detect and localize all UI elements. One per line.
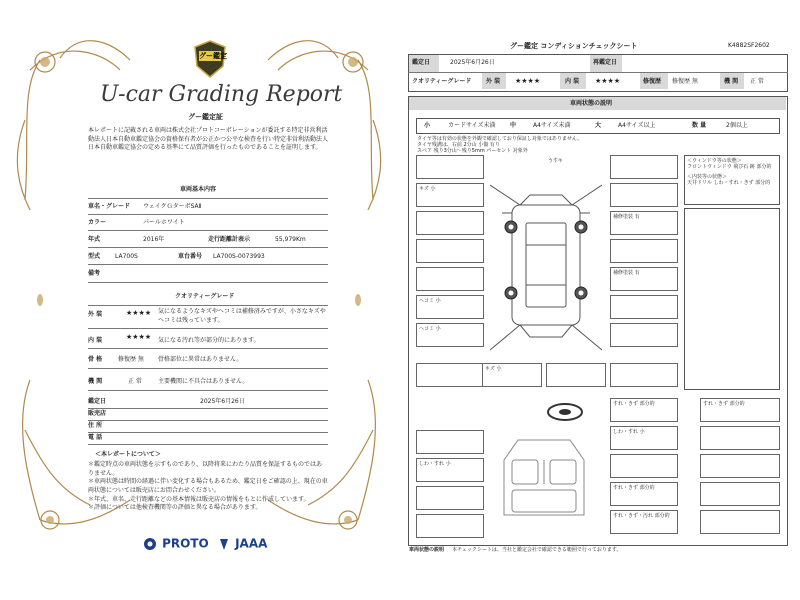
part-box <box>610 239 678 263</box>
sheet-date-label: 鑑定日 <box>412 59 431 66</box>
part-note: ヘコミ 小 <box>419 298 441 304</box>
footer-title: 車両状態の説明 <box>409 547 445 553</box>
window-heading: ＜ウィンドウ等の状態＞ <box>687 158 742 164</box>
model-label: 車名・グレード <box>88 203 131 210</box>
ext-label: 外 装 <box>486 78 501 85</box>
report-title: U-car Grading Report <box>100 82 343 107</box>
notice-item: ＊年式、車名、走行距離などの基本情報は販売店の情報をもとに作成しています。 <box>88 495 310 503</box>
part-box <box>416 486 484 510</box>
color-value: パールホワイト <box>143 219 185 226</box>
jaaa-mark-icon <box>218 537 230 551</box>
notice-item: ＊鑑定時点の車両状態を示すものであり、以降将来にわたり品質を保証するものではありません。 <box>88 461 323 477</box>
mileage-label: 走行距離計表示 <box>208 236 251 243</box>
engine-label: 機 関 <box>88 378 103 385</box>
part-box <box>610 155 678 179</box>
notice-item-text: 年式、車名、走行距離などの基本情報は販売店の情報をもとに作成しています。 <box>94 495 310 503</box>
size-large-label: 大 <box>595 122 602 129</box>
part-note: キズ 小 <box>485 366 502 372</box>
part-box <box>610 323 678 347</box>
interior-stars: ★★★★ <box>126 333 152 341</box>
part-box <box>610 510 678 534</box>
part-box <box>700 510 780 534</box>
int-stars: ★★★★ <box>595 77 621 85</box>
notice-list <box>88 461 328 513</box>
date-label: 鑑定日 <box>88 398 107 405</box>
int-label: 内 装 <box>565 78 580 85</box>
part-box <box>610 363 678 387</box>
part-box <box>610 211 678 235</box>
jaaa-text: JAAA <box>235 536 268 551</box>
part-box <box>700 482 780 506</box>
proto-logo <box>143 533 209 552</box>
size-small-desc: カードサイズ未満 <box>448 122 496 129</box>
part-box <box>610 295 678 319</box>
ext-stars: ★★★★ <box>515 77 541 85</box>
size-mid-label: 中 <box>510 122 517 129</box>
jaaa-logo <box>218 533 267 552</box>
sheet-title: グー鑑定 コンディションチェックシート <box>510 42 638 50</box>
dealer-label: 販売店 <box>88 410 107 417</box>
part-box <box>416 239 484 263</box>
resale-label: 再鑑定日 <box>593 59 618 66</box>
part-note: ヘコミ 小 <box>419 326 441 332</box>
part-box <box>610 454 678 478</box>
type-value: LA700S <box>115 253 138 260</box>
part-box <box>416 363 484 387</box>
model-value: ウェイクＧターボSAⅡ <box>143 203 202 210</box>
part-box <box>416 267 484 291</box>
part-box <box>416 183 484 207</box>
window-note: フロントウィンドウ 飛び石 跡 部分的 <box>687 164 772 171</box>
car-interior-diagram <box>488 430 600 530</box>
interior-heading: ＜内装等の状態＞ <box>687 173 728 180</box>
extra-notes-box <box>684 208 780 390</box>
notice-item: ＊車両状態は時間の経過に伴い変化する場合もあるため、鑑定日をご確認の上、現在の車両状態については販売店にお問合わせください。 <box>88 478 328 495</box>
footer-text: 本チェックシートは、当社と鑑定会社で確認できる範囲で行っております。 <box>452 547 622 553</box>
notes-label: 備考 <box>88 270 101 277</box>
car-top-view-diagram <box>490 165 602 355</box>
badge-text: グー鑑定 <box>199 52 227 60</box>
window-notes-box <box>684 155 780 205</box>
part-box <box>610 267 678 291</box>
front-mark: うすキ <box>548 158 563 164</box>
part-note: 補修塗装 有 <box>613 270 640 276</box>
engine-status: 正 常 <box>128 378 142 385</box>
vehicle-section-title: 車両基本内容 <box>180 186 217 193</box>
part-note: すれ・きず 部分的 <box>613 401 655 407</box>
part-box <box>700 398 780 422</box>
exterior-label: 外 装 <box>88 311 103 318</box>
exterior-stars: ★★★★ <box>126 309 152 317</box>
year-label: 年式 <box>88 236 101 243</box>
repair-value: 修復歴 無 <box>672 78 698 85</box>
interior-note: 天井ドリル しわ・すれ・きず 部分的 <box>687 179 771 186</box>
quality-section-title: クオリティーグレード <box>175 293 235 300</box>
size-large-desc: A4サイズ以上 <box>618 122 656 129</box>
interior-text: 気になる汚れ等が部分的にあります。 <box>158 337 260 344</box>
condition-check-sheet <box>400 0 800 600</box>
address-label: 住 所 <box>88 422 103 429</box>
part-box <box>610 398 678 422</box>
part-note: しわ・すれ 小 <box>613 429 645 435</box>
part-box <box>700 454 780 478</box>
engine-text: 主要機関に不具合はありません。 <box>158 378 249 385</box>
date-value: 2025年6月26日 <box>200 398 245 405</box>
part-box <box>416 514 484 538</box>
size-small-label: 小 <box>424 122 431 129</box>
frame-text: 骨格部位に異常はありません。 <box>158 356 243 363</box>
frame-status: 修復歴 無 <box>118 356 144 363</box>
part-box <box>416 323 484 347</box>
part-note: すれ・きず 部分的 <box>703 401 745 407</box>
part-box <box>610 482 678 506</box>
tire-note-3: スペア 残り3分山～残り5mm パーセント 対象外 <box>417 148 528 154</box>
tire-note-2: タイヤ残溝は、右前 2分山 小傷 有り <box>417 142 500 148</box>
color-label: カラー <box>88 219 107 226</box>
mileage-value: 55,979Km <box>275 236 306 243</box>
part-box <box>416 458 484 482</box>
part-note: キズ 小 <box>419 186 436 192</box>
type-label: 型式 <box>88 253 101 260</box>
steering-wheel-icon <box>545 402 585 422</box>
notice-item-text: 鑑定時点の車両状態を示すものであり、以降将来にわたり品質を保証するものではありません。 <box>88 461 323 477</box>
part-note: すれ・きず 部分的 <box>613 485 655 491</box>
tread-value: 2個以上 <box>726 122 748 129</box>
chassis-label: 車台番号 <box>178 253 203 260</box>
tread-label: 数 量 <box>692 122 707 129</box>
part-box <box>416 430 484 454</box>
intro-text: 本レポートに記載される車両は株式会社プロトコーポレーションが委託する特定非営利活動法人日本自動車鑑定協会の資格保有者が公正かつ公平な検査を行い特定非営利活動法人日本自動車鑑定協会の定める基準にて品質評価を行ったものであることを証明します。 <box>88 127 329 152</box>
part-box <box>416 295 484 319</box>
interior-label: 内 装 <box>88 337 103 344</box>
notice-item: ＊評価については他検査機関等の評価と異なる場合があります。 <box>88 504 262 512</box>
part-note: すれ・きず・汚れ 部分的 <box>613 513 670 519</box>
sheet-date-value: 2025年6月26日 <box>450 59 495 66</box>
phone-label: 電 話 <box>88 434 103 441</box>
notice-title: ＜本レポートについて＞ <box>95 451 161 458</box>
part-box <box>416 155 484 179</box>
part-note: 補修塗装 有 <box>613 214 640 220</box>
notice-item-text: 車両状態は時間の経過に伴い変化する場合もあるため、鑑定日をご確認の上、現在の車両状態については販売店にお問合わせください。 <box>88 478 328 495</box>
report-subtitle: グー鑑定証 <box>188 113 223 121</box>
proto-mark-icon <box>143 537 157 551</box>
part-box <box>416 211 484 235</box>
repair-label: 修復歴 <box>643 78 662 85</box>
part-box <box>610 426 678 450</box>
part-box <box>610 183 678 207</box>
size-mid-desc: A4サイズ未満 <box>533 122 571 129</box>
tire-note-1: タイヤ等は有効の状態を外観で確認しており保証し対象ではありません。 <box>417 136 583 142</box>
quality-grade-label: クオリティーグレード <box>412 78 472 85</box>
part-box <box>546 363 606 387</box>
proto-text: PROTO <box>162 536 209 551</box>
part-box <box>482 363 542 387</box>
part-note: しわ・すれ 小 <box>419 461 451 467</box>
sheet-engine-value: 正 常 <box>750 78 764 85</box>
frame-label: 骨 格 <box>88 356 103 363</box>
goo-badge <box>193 40 227 78</box>
chassis-value: LA700S-0073993 <box>213 253 265 260</box>
notice-item-text: 評価については他検査機関等の評価と異なる場合があります。 <box>94 504 262 512</box>
desc-title: 車両状態の説明 <box>570 100 613 107</box>
exterior-text: 気になるようなキズやヘコミは補修済みですが、小さなキズやヘコミは残っています。 <box>158 308 326 324</box>
grading-certificate <box>0 0 398 600</box>
part-box <box>700 426 780 450</box>
sheet-engine-label: 機 関 <box>724 78 739 85</box>
sheet-code: K4882SF2602 <box>728 42 770 49</box>
notice-title-text: 本レポートについて <box>101 451 155 458</box>
year-value: 2016年 <box>143 236 165 243</box>
